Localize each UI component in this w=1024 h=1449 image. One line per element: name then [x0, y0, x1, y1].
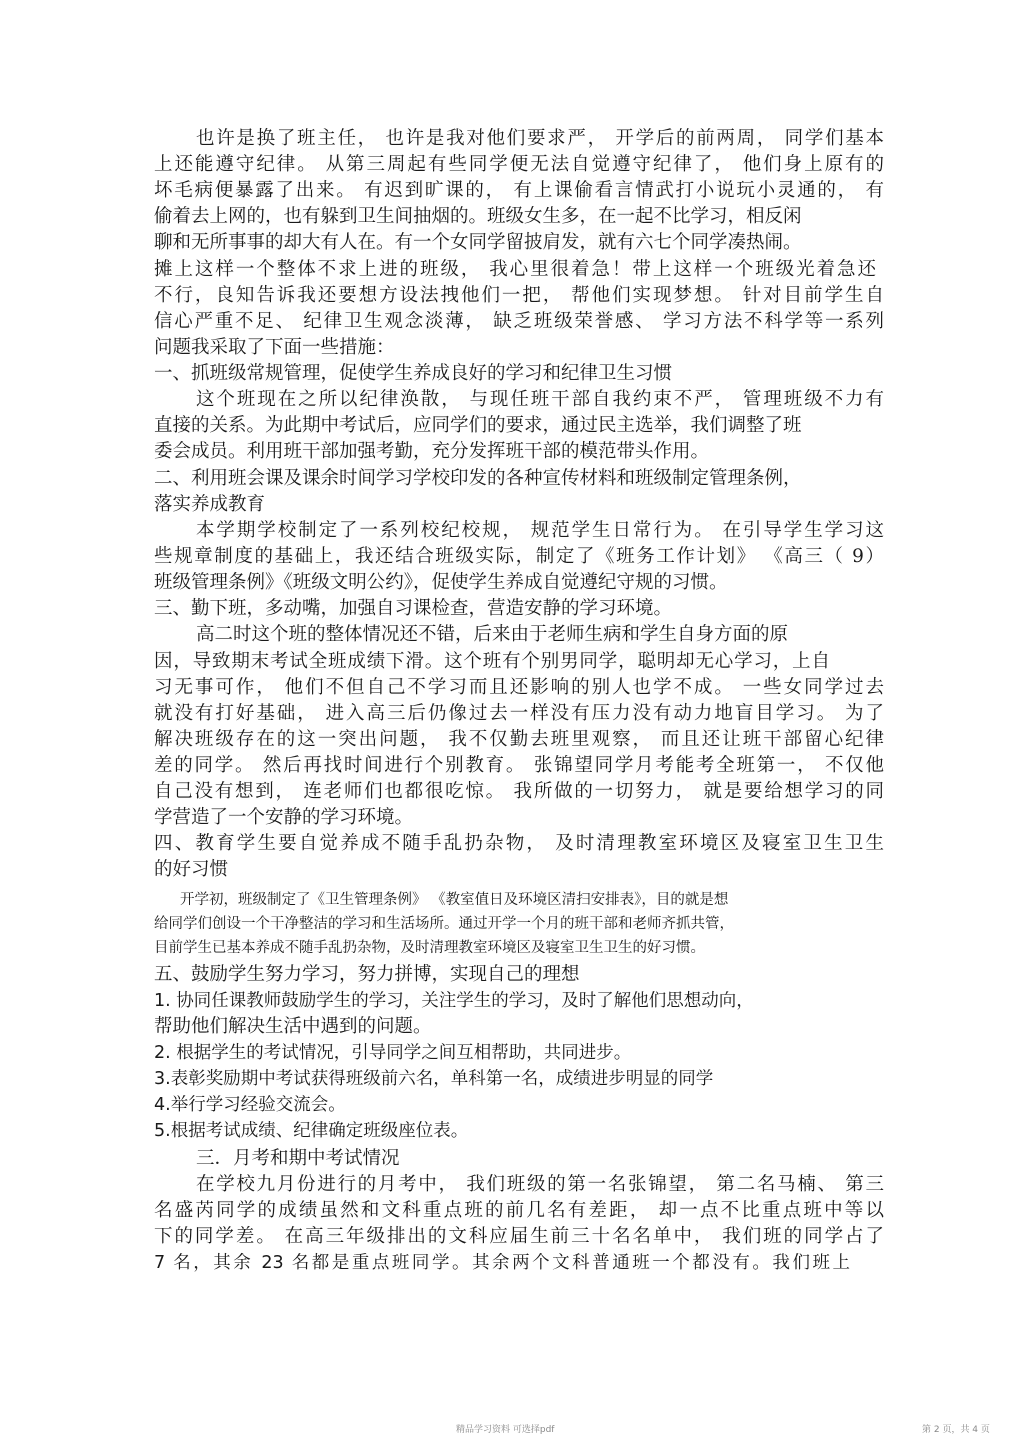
section-heading: 一、抓班级常规管理，促使学生养成良好的学习和纪律卫生习惯: [154, 363, 673, 384]
section-heading: 的好习惯: [154, 859, 229, 880]
body-line: 就没有打好基础， 进入高三后仍像过去一样没有压力没有动力地盲目学习。 为了: [154, 703, 884, 724]
body-line: 这个班现在之所以纪律涣散， 与现任班干部自我约束不严， 管理班级不力有: [196, 389, 884, 410]
body-line: 直接的关系。为此期中考试后，应同学们的要求，通过民主选举，我们调整了班: [154, 415, 802, 436]
body-line-small: 目前学生已基本养成不随手乱扔杂物，及时清理教室环境区及寝室卫生卫生的好习惯。: [154, 940, 705, 956]
body-line: 信心严重不足、 纪律卫生观念淡薄， 缺乏班级荣誉感、 学习方法不科学等一系列: [154, 311, 884, 332]
body-line: 7 名，其余 23 名都是重点班同学。其余两个文科普通班一个都没有。我们班上: [154, 1253, 850, 1273]
body-line: 委会成员。利用班干部加强考勤，充分发挥班干部的模范带头作用。: [154, 441, 710, 462]
section-heading: 五、鼓励学生努力学习，努力拼博，实现自己的理想: [154, 964, 580, 985]
page-number: 第 2 页，共 4 页: [922, 1425, 990, 1435]
body-line: 不行，良知告诉我还要想方设法拽他们一把， 帮他们实现梦想。 针对目前学生自: [154, 285, 884, 306]
body-line: 解决班级存在的这一突出问题， 我不仅勤去班里观察， 而且还让班干部留心纪律: [154, 729, 884, 750]
body-line: 班级管理条例》《班级文明公约》，促使学生养成自觉遵纪守规的习惯。: [154, 572, 728, 593]
list-item: 5.根据考试成绩、纪律确定班级座位表。: [154, 1121, 469, 1141]
section-heading: 二、利用班会课及课余时间学习学校印发的各种宣传材料和班级制定管理条例，: [154, 468, 802, 489]
section-heading: 三．月考和期中考试情况: [196, 1148, 400, 1169]
body-line: 本学期学校制定了一系列校纪校规， 规范学生日常行为。 在引导学生学习这: [196, 520, 884, 541]
list-item: 4.举行学习经验交流会。: [154, 1095, 346, 1115]
body-line: 聊和无所事事的却大有人在。有一个女同学留披肩发，就有六七个同学凑热闹。: [154, 232, 802, 253]
body-line: 些规章制度的基础上，我还结合班级实际，制定了《班务工作计划》 《高三（ 9）: [154, 546, 884, 567]
list-item: 3.表彰奖励期中考试获得班级前六名，单科第一名，成绩进步明显的同学: [154, 1069, 714, 1089]
body-line: 偷着去上网的，也有躲到卫生间抽烟的。班级女生多，在一起不比学习，相反闲: [154, 206, 802, 227]
body-line-small: 给同学们创设一个干净整洁的学习和生活场所。通过开学一个月的班干部和老师齐抓共管，: [154, 916, 734, 932]
body-line: 高二时这个班的整体情况还不错，后来由于老师生病和学生自身方面的原: [196, 624, 789, 645]
body-line: 差的同学。 然后再找时间进行个别教育。 张锦望同学月考能考全班第一， 不仅他: [154, 755, 884, 776]
list-item: 1. 协同任课教师鼓励学生的学习，关注学生的学习，及时了解他们思想动向，: [154, 991, 754, 1011]
body-line: 下的同学差。 在高三年级排出的文科应届生前三十名名单中， 我们班的同学占了: [154, 1226, 884, 1247]
body-line: 上还能遵守纪律。 从第三周起有些同学便无法自觉遵守纪律了， 他们身上原有的: [154, 154, 884, 175]
body-line: 也许是换了班主任， 也许是我对他们要求严， 开学后的前两周， 同学们基本: [196, 128, 884, 149]
body-line-small: 开学初，班级制定了《卫生管理条例》 《教室值日及环境区清扫安排表》，目的就是想: [180, 892, 729, 908]
body-line: 学营造了一个安静的学习环境。: [154, 807, 414, 828]
body-line: 因，导致期末考试全班成绩下滑。这个班有个别男同学，聪明却无心学习，上自: [154, 651, 830, 672]
body-line: 习无事可作， 他们不但自己不学习而且还影响的别人也学不成。 一些女同学过去: [154, 677, 884, 698]
footer-watermark: 精品学习资料 可选择pdf: [456, 1425, 555, 1435]
body-line: 名盛芮同学的成绩虽然和文科重点班的前几名有差距， 却一点不比重点班中等以: [154, 1200, 884, 1221]
section-heading: 四、教育学生要自觉养成不随手乱扔杂物， 及时清理教室环境区及寝室卫生卫生: [154, 833, 884, 854]
body-line: 摊上这样一个整体不求上进的班级， 我心里很着急！带上这样一个班级光着急还: [154, 259, 876, 280]
section-heading: 落实养成教育: [154, 494, 266, 515]
list-item: 帮助他们解决生活中遇到的问题。: [154, 1016, 432, 1037]
body-line: 自己没有想到， 连老师们也都很吃惊。 我所做的一切努力， 就是要给想学习的同: [154, 781, 884, 802]
list-item: 2. 根据学生的考试情况，引导同学之间互相帮助，共同进步。: [154, 1043, 632, 1063]
body-line: 在学校九月份进行的月考中， 我们班级的第一名张锦望， 第二名马楠、 第三: [196, 1174, 884, 1195]
body-line: 问题我采取了下面一些措施：: [154, 337, 395, 358]
section-heading: 三、勤下班，多动嘴，加强自习课检查，营造安静的学习环境。: [154, 598, 673, 619]
body-line: 坏毛病便暴露了出来。 有迟到旷课的， 有上课偷看言情武打小说玩小灵通的， 有: [154, 180, 884, 201]
